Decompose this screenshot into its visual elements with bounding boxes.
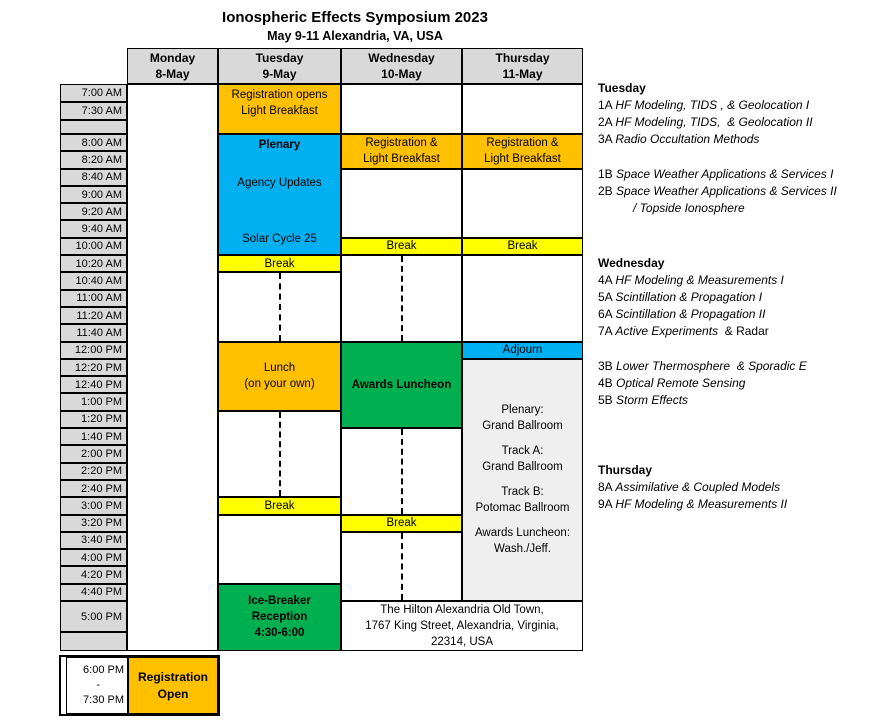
legend-group xyxy=(598,358,890,409)
legend-item xyxy=(598,183,890,200)
legend-item xyxy=(598,375,890,392)
time-cell xyxy=(60,632,127,651)
day-date: 11-May xyxy=(502,67,543,81)
legend-item xyxy=(598,323,890,340)
session-code-label: 9A xyxy=(598,497,616,511)
time-cell: 8:40 AM xyxy=(60,169,127,186)
tue-registration-opens: Registration opens Light Breakfast xyxy=(218,84,341,134)
session-code-label: 2B xyxy=(598,184,617,198)
day-header-thursday xyxy=(462,48,583,84)
time-cell: 10:00 AM xyxy=(60,238,127,255)
time-cell: 12:20 PM xyxy=(60,359,127,376)
session-code-label: 1B xyxy=(598,167,617,181)
wed-sessions-6a-4b xyxy=(341,428,462,514)
time-cell: 3:40 PM xyxy=(60,532,127,549)
session-name: Optical Remote Sensing xyxy=(616,376,746,390)
time-cell xyxy=(60,120,127,134)
mon-empty xyxy=(127,84,218,651)
thu-empty-am xyxy=(462,84,583,134)
legend-item xyxy=(598,131,890,148)
legend-item xyxy=(598,358,890,375)
time-cell: 2:20 PM xyxy=(60,463,127,480)
wed-sessions-7a-5b xyxy=(341,532,462,601)
day-header-wednesday xyxy=(341,48,462,84)
time-cell: 3:00 PM xyxy=(60,497,127,514)
legend-item xyxy=(598,166,890,183)
time-cell: 1:00 PM xyxy=(60,393,127,410)
schedule-grid xyxy=(60,48,583,651)
page-title: Ionospheric Effects Symposium 2023 xyxy=(222,9,488,26)
thu-break-am: Break xyxy=(462,238,583,255)
session-name: Active Experiments xyxy=(615,324,722,338)
legend-item xyxy=(598,289,890,306)
wed-break-am: Break xyxy=(341,238,462,255)
legend-day-header: Wednesday xyxy=(598,256,665,270)
time-cell: 5:00 PM xyxy=(60,601,127,632)
session-name: Space Weather Applications & Services II xyxy=(616,184,837,198)
legend-item xyxy=(598,479,890,496)
thu-rooms xyxy=(462,359,583,601)
session-code-label: 5B xyxy=(598,393,617,407)
after-hours-label-line: Registration xyxy=(137,669,208,684)
after-hours-time-line: 6:00 PM xyxy=(83,664,124,676)
day-header-tuesday xyxy=(218,48,341,84)
thu-registration: Registration & Light Breakfast xyxy=(462,134,583,169)
after-hours-registration-open xyxy=(128,657,218,714)
tue-lunch: Lunch (on your own) xyxy=(218,342,341,411)
day-date: 8-May xyxy=(155,67,190,81)
legend-group xyxy=(598,97,890,148)
after-hours-label-line: Open xyxy=(157,686,189,701)
session-code-label: 1A xyxy=(598,98,616,112)
wed-awards-luncheon: Awards Luncheon xyxy=(341,342,462,428)
legend-day-header: Thursday xyxy=(598,463,653,477)
day-date: 10-May xyxy=(381,67,422,81)
time-cell: 4:00 PM xyxy=(60,549,127,566)
legend-item xyxy=(598,114,890,131)
dashed-column-divider xyxy=(279,273,281,340)
thu-sessions-9a xyxy=(462,255,583,341)
legend-group xyxy=(598,166,890,217)
session-name-suffix: & Radar xyxy=(721,324,769,338)
hotel-info: The Hilton Alexandria Old Town, 1767 King Street, Alexandria, Virginia, 22314, USA xyxy=(341,601,583,651)
session-name: HF Modeling, TIDS, & Geolocation II xyxy=(615,115,813,129)
legend-item xyxy=(598,97,890,114)
time-cell: 11:40 AM xyxy=(60,324,127,341)
session-code-label: 3A xyxy=(598,132,616,146)
session-code-label: 8A xyxy=(598,480,616,494)
session-name: / Topside Ionosphere xyxy=(633,201,745,215)
session-code-label: 5A xyxy=(598,290,616,304)
time-cell: 4:20 PM xyxy=(60,566,127,583)
room-assignment: Track A: Grand Ballroom xyxy=(482,445,563,474)
after-hours-time-line: - xyxy=(96,679,100,691)
time-cell: 2:00 PM xyxy=(60,445,127,462)
time-cell: 8:20 AM xyxy=(60,151,127,168)
session-name: Assimilative & Coupled Models xyxy=(615,480,781,494)
time-cell: 7:30 AM xyxy=(60,102,127,120)
time-cell: 3:20 PM xyxy=(60,515,127,532)
session-name: Storm Effects xyxy=(616,393,689,407)
legend-section-wednesday xyxy=(598,255,890,409)
time-cell: 10:20 AM xyxy=(60,255,127,272)
legend-group xyxy=(598,479,890,513)
time-cell: 7:00 AM xyxy=(60,84,127,102)
wed-sessions-5a-3b xyxy=(341,255,462,341)
time-cell: 4:40 PM xyxy=(60,584,127,601)
session-name: Radio Occultation Methods xyxy=(615,132,760,146)
after-hours-time xyxy=(66,657,128,714)
wed-registration: Registration & Light Breakfast xyxy=(341,134,462,169)
tue-sessions-1a-1b xyxy=(218,272,341,341)
room-assignment: Plenary: Grand Ballroom xyxy=(482,404,563,433)
session-name: Scintillation & Propagation I xyxy=(615,290,763,304)
day-date: 9-May xyxy=(262,67,297,81)
tue-sessions-3a xyxy=(218,515,341,584)
time-cell: 11:00 AM xyxy=(60,290,127,307)
tue-sessions-2a-2b xyxy=(218,411,341,497)
time-cell: 1:40 PM xyxy=(60,428,127,445)
day-name: Wednesday xyxy=(368,51,435,65)
session-name: HF Modeling & Measurements II xyxy=(615,497,788,511)
time-cell: 11:20 AM xyxy=(60,307,127,324)
legend-section-tuesday xyxy=(598,80,890,217)
tue-break-am: Break xyxy=(218,255,341,272)
after-hours-table xyxy=(59,655,220,716)
time-cell: 9:00 AM xyxy=(60,186,127,203)
legend-item xyxy=(598,200,890,217)
session-name: Lower Thermosphere & Sporadic E xyxy=(616,359,807,373)
room-assignment: Awards Luncheon: Wash./Jeff. xyxy=(474,527,571,556)
day-name: Monday xyxy=(149,51,196,65)
session-name: Space Weather Applications & Services I xyxy=(616,167,834,181)
time-cell: 12:40 PM xyxy=(60,376,127,393)
session-code-label: 2A xyxy=(598,115,616,129)
room-assignment: Track B: Potomac Ballroom xyxy=(475,486,570,515)
day-name: Thursday xyxy=(495,51,550,65)
session-code-label: 4B xyxy=(598,376,617,390)
day-header-monday xyxy=(127,48,218,84)
dashed-column-divider xyxy=(401,429,403,513)
time-cell: 2:40 PM xyxy=(60,480,127,497)
dashed-column-divider xyxy=(279,412,281,496)
session-code-label: 7A xyxy=(598,324,616,338)
session-code-label: 6A xyxy=(598,307,616,321)
session-name: Scintillation & Propagation II xyxy=(615,307,766,321)
legend-item xyxy=(598,496,890,513)
tue-break-pm: Break xyxy=(218,497,341,514)
session-name: HF Modeling & Measurements I xyxy=(615,273,784,287)
legend-section-thursday xyxy=(598,462,890,513)
dashed-column-divider xyxy=(401,533,403,600)
time-cell: 10:40 AM xyxy=(60,272,127,289)
legend-day-header: Tuesday xyxy=(598,81,646,95)
day-name: Tuesday xyxy=(255,51,304,65)
session-name: HF Modeling, TIDS , & Geolocation I xyxy=(615,98,810,112)
tue-plenary: Plenary Agency Updates Solar Cycle 25 xyxy=(218,134,341,255)
time-cell: 1:20 PM xyxy=(60,411,127,428)
time-cell: 8:00 AM xyxy=(60,134,127,151)
page-subtitle: May 9-11 Alexandria, VA, USA xyxy=(267,29,443,43)
legend-item xyxy=(598,306,890,323)
session-code-label: 3B xyxy=(598,359,617,373)
legend-group xyxy=(598,272,890,340)
dashed-column-divider xyxy=(401,256,403,340)
time-cell: 9:20 AM xyxy=(60,203,127,220)
legend-item xyxy=(598,392,890,409)
after-hours-time-line: 7:30 PM xyxy=(83,694,124,706)
legend-item xyxy=(598,272,890,289)
wed-empty-am xyxy=(341,84,462,134)
thu-sessions-8a xyxy=(462,169,583,238)
session-code-label: 4A xyxy=(598,273,616,287)
tue-icebreaker: Ice-Breaker Reception 4:30-6:00 xyxy=(218,584,341,651)
wed-sessions-4a xyxy=(341,169,462,238)
time-cell: 9:40 AM xyxy=(60,220,127,237)
time-cell: 12:00 PM xyxy=(60,342,127,359)
thu-adjourn: Adjourn xyxy=(462,342,583,359)
wed-break-pm: Break xyxy=(341,515,462,532)
